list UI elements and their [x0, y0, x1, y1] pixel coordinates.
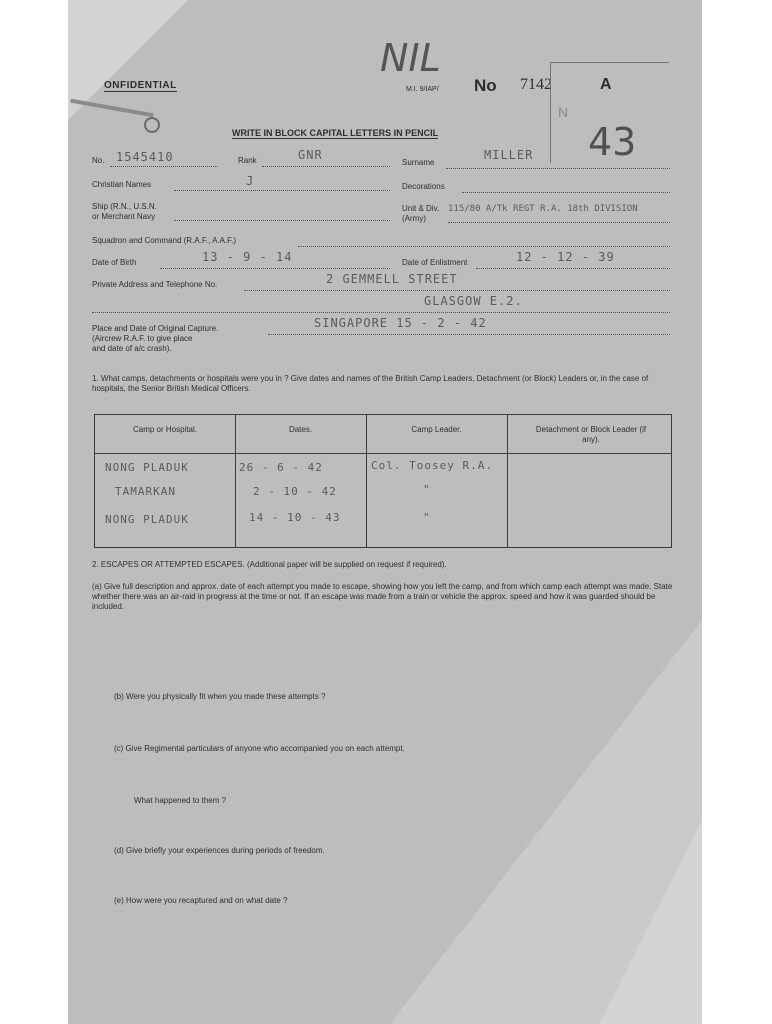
enlistment-line	[476, 268, 670, 269]
instruction: WRITE IN BLOCK CAPITAL LETTERS IN PENCIL	[232, 128, 439, 138]
address-label: Private Address and Telephone No.	[92, 280, 218, 289]
q2c-text: (c) Give Regimental particulars of anyone who accompanied you on each attempt.	[114, 744, 405, 753]
nil-annotation: NIL	[380, 36, 441, 80]
th-detachment: Detachment or Block Leader (if any).	[535, 425, 647, 444]
q2b-text: (b) Were you physically fit when you made these attempts ?	[114, 692, 326, 701]
no-line	[110, 166, 218, 167]
q2-title: 2. ESCAPES OR ATTEMPTED ESCAPES. (Additional paper will be supplied on request if required).	[92, 560, 447, 569]
cell-leader: "	[423, 483, 431, 496]
dob-label: Date of Birth	[92, 258, 137, 267]
no-value: 1545410	[116, 150, 174, 164]
stamp-number: 43	[588, 120, 637, 164]
paper-clip-loop	[144, 117, 160, 133]
header-divider	[95, 453, 671, 454]
christian-names-line	[174, 190, 390, 191]
col-divider	[507, 415, 508, 547]
cell-camp: NONG PLADUK	[105, 461, 189, 474]
enlistment-value: 12 - 12 - 39	[516, 250, 615, 264]
capture-label-2: (Aircrew R.A.F. to give place	[92, 334, 193, 343]
ship-line	[174, 220, 390, 221]
th-camp: Camp or Hospital.	[132, 425, 198, 434]
unit-label-1: Unit & Div.	[402, 204, 440, 213]
capture-value: SINGAPORE 15 - 2 - 42	[314, 316, 487, 330]
cell-leader: "	[423, 511, 431, 524]
surname-value: MILLER	[484, 148, 534, 162]
q2d-text: (d) Give briefly your experiences during periods of freedom.	[114, 846, 325, 855]
squadron-line	[298, 246, 670, 247]
cell-camp: TAMARKAN	[115, 485, 176, 498]
form-number: 7142	[520, 76, 552, 93]
decorations-line	[462, 192, 670, 193]
q2c2-text: What happened to them ?	[134, 796, 227, 805]
rank-value: GNR	[298, 148, 323, 162]
address-line-1	[244, 290, 670, 291]
capture-label-1: Place and Date of Original Capture.	[92, 324, 219, 333]
cell-camp: NONG PLADUK	[105, 513, 189, 526]
rank-line	[262, 166, 390, 167]
capture-label-3: and date of a/c crash).	[92, 344, 172, 353]
cell-leader: Col. Toosey R.A.	[371, 459, 493, 472]
address-line-2	[92, 312, 670, 313]
stamp-letter: A	[600, 76, 612, 93]
dob-line	[160, 268, 390, 269]
surname-label: Surname	[402, 158, 435, 167]
ship-label-1: Ship (R.N., U.S.N.	[92, 202, 157, 211]
form-page	[68, 0, 702, 1024]
stamp-faint: N	[558, 104, 569, 120]
th-dates: Dates.	[288, 425, 313, 434]
cell-date: 2 - 10 - 42	[253, 485, 337, 498]
enlistment-label: Date of Enlistment	[402, 258, 468, 267]
camps-table	[94, 414, 672, 548]
th-leader: Camp Leader.	[411, 425, 462, 434]
rank-label: Rank	[238, 156, 257, 165]
q2e-text: (e) How were you recaptured and on what date ?	[114, 896, 288, 905]
q2a-text: (a) Give full description and approx. date of each attempt you made to escape, showing how you left the camp, and from which camp each attempt was made. State whether there was an air-raid in progress at the time or not. If an escape was made from a train or vehicle the approx. speed and how it was guarded should be included.	[92, 582, 673, 611]
surname-line	[446, 168, 670, 169]
unit-line	[448, 222, 670, 223]
q1-text: 1. What camps, detachments or hospitals were you in ? Give dates and names of the British Camp Leaders, Detachment (or Block) Leaders or, in the case of hospitals, the Senior British Medical Officers.	[92, 374, 649, 393]
squadron-label: Squadron and Command (R.A.F., A.A.F.)	[92, 236, 237, 245]
capture-line	[268, 334, 670, 335]
christian-names-label: Christian Names	[92, 180, 152, 189]
number-label: No	[474, 76, 497, 95]
christian-names-value: J	[246, 174, 255, 188]
paper-clip	[70, 99, 153, 118]
classification: ONFIDENTIAL	[104, 80, 177, 91]
unit-value: 115/80 A/Tk REGT R.A. 18th DIVISION	[448, 204, 638, 214]
form-code: M.I. 9/IAP/	[406, 86, 439, 93]
dob-value: 13 - 9 - 14	[202, 250, 293, 264]
no-label: No.	[92, 156, 105, 165]
decorations-label: Decorations	[402, 182, 445, 191]
unit-label-2: (Army)	[402, 214, 426, 223]
address-value-2: GLASGOW E.2.	[424, 294, 523, 308]
ship-label-2: or Merchant Navy	[92, 212, 156, 221]
cell-date: 26 - 6 - 42	[239, 461, 323, 474]
address-value-1: 2 GEMMELL STREET	[326, 272, 458, 286]
cell-date: 14 - 10 - 43	[249, 511, 341, 524]
